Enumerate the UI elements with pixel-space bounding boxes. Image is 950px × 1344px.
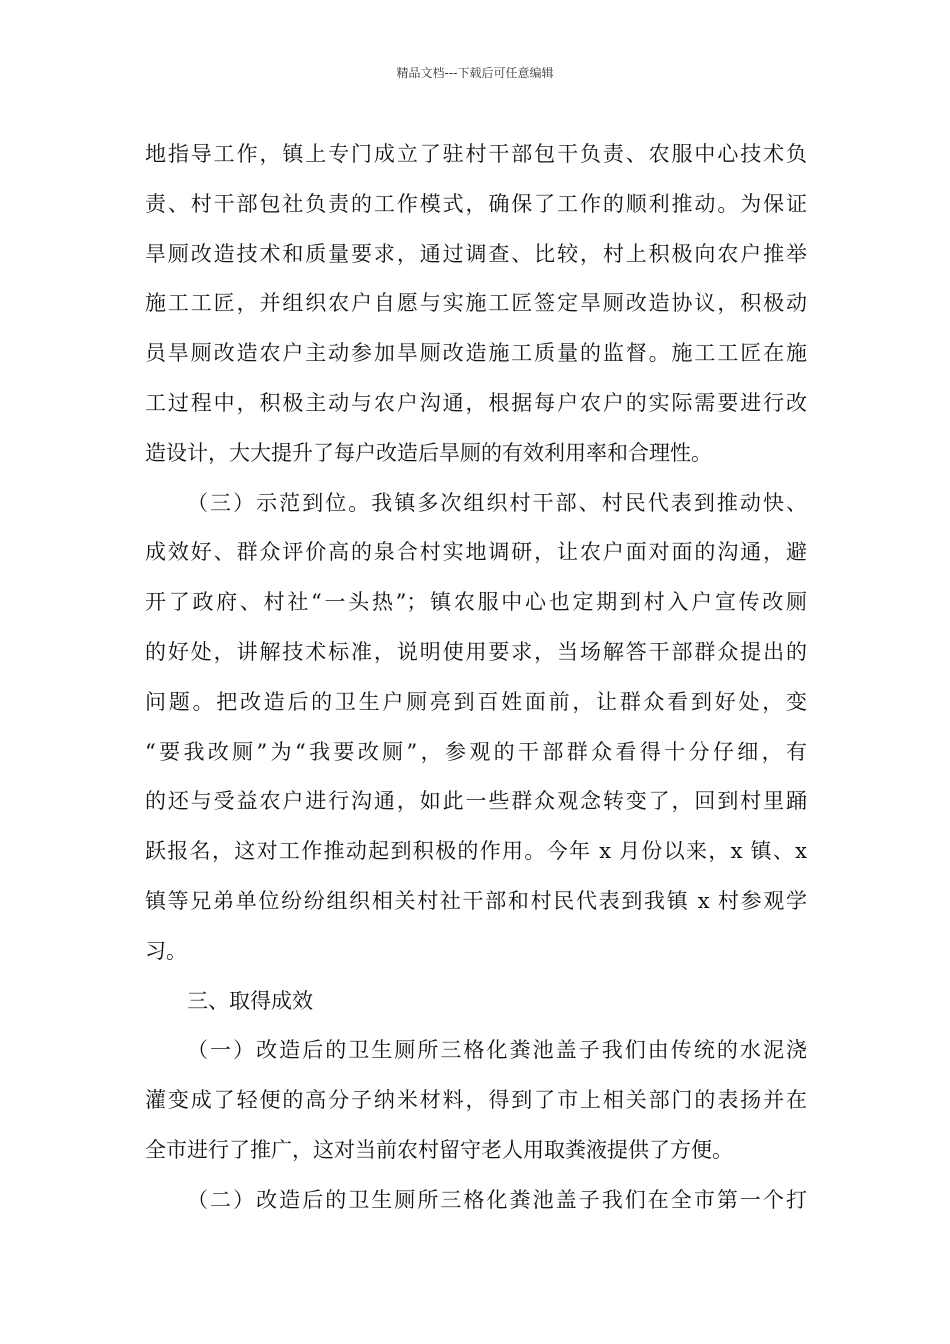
- text-line: 成效好、群众评价高的泉合村实地调研，让农户面对面的沟通，避: [145, 540, 807, 565]
- text-line: 工过程中，积极主动与农户沟通，根据每户农户的实际需要进行改: [145, 390, 807, 415]
- text-line: （二）改造后的卫生厕所三格化粪池盖子我们在全市第一个打: [187, 1187, 807, 1212]
- text-line: 习。: [145, 938, 187, 963]
- text-line: 地指导工作，镇上专门成立了驻村干部包干负责、农服中心技术负: [145, 142, 807, 166]
- text-line: 三、取得成效: [187, 988, 313, 1013]
- text-line: 跃报名，这对工作推动起到积极的作用。今年 x 月份以来，x 镇、x: [145, 839, 807, 864]
- text-line: 开了政府、村社“一头热”；镇农服中心也定期到村入户宣传改厕: [145, 590, 807, 615]
- text-line: 旱厕改造技术和质量要求，通过调查、比较，村上积极向农户推举: [145, 241, 807, 266]
- text-line: 全市进行了推广，这对当前农村留守老人用取粪液提供了方便。: [145, 1137, 733, 1162]
- text-line: （三）示范到位。我镇多次组织村干部、村民代表到推动快、: [187, 490, 807, 515]
- text-line: 问题。把改造后的卫生户厕亮到百姓面前，让群众看到好处，变: [145, 689, 807, 714]
- text-line: 施工工匠，并组织农户自愿与实施工匠签定旱厕改造协议，积极动: [145, 291, 807, 316]
- text-line: 责、村干部包社负责的工作模式，确保了工作的顺利推动。为保证: [145, 191, 807, 216]
- text-line: 员旱厕改造农户主动参加旱厕改造施工质量的监督。施工工匠在施: [145, 341, 807, 366]
- text-line: 的好处，讲解技术标准，说明使用要求，当场解答干部群众提出的: [145, 639, 807, 664]
- text-line: （一）改造后的卫生厕所三格化粪池盖子我们由传统的水泥浇: [187, 1038, 807, 1063]
- page-header: 精品文档---下载后可任意编辑: [396, 66, 554, 80]
- text-line: “要我改厕”为“我要改厕”，参观的干部群众看得十分仔细，有: [145, 739, 807, 764]
- text-line: 镇等兄弟单位纷纷组织相关村社干部和村民代表到我镇 x 村参观学: [145, 888, 807, 913]
- text-line: 灌变成了轻便的高分子纳米材料，得到了市上相关部门的表扬并在: [145, 1088, 807, 1113]
- text-line: 造设计，大大提升了每户改造后旱厕的有效利用率和合理性。: [145, 440, 712, 465]
- document-body: [145, 130, 807, 1226]
- text-line: 的还与受益农户进行沟通，如此一些群众观念转变了，回到村里踊: [145, 789, 807, 814]
